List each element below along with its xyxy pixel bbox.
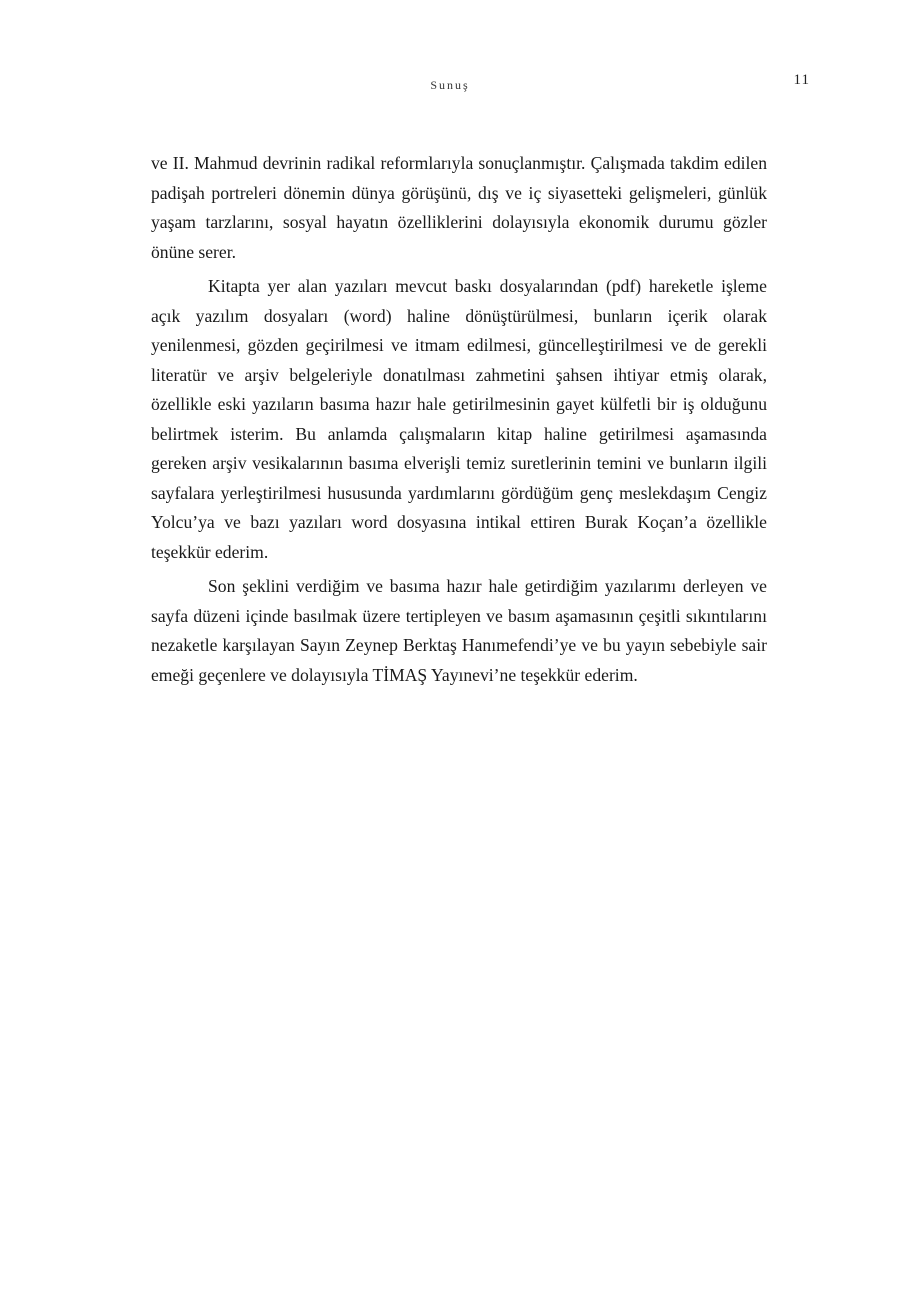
paragraph-acknowledgement-2: Son şeklini verdiğim ve basıma hazır hale getirdiğim yazılarımı derleyen ve sayfa düzeni içinde basılmak üzere tertipleyen ve basım aşamasının çeşitli sıkıntılarını nezaketle karşılayan Sayın Zeynep Berktaş Hanımefendi’ye ve bu yayın sebebiyle sair emeği geçenlere ve dolayısıyla TİMAŞ Yayınevi’ne teşekkür ederim.	[151, 576, 767, 685]
body-text	[151, 149, 767, 695]
running-head-title: Sunuş	[430, 78, 470, 92]
page-number: 11	[793, 72, 810, 88]
paragraph-acknowledgement-1: Kitapta yer alan yazıları mevcut baskı dosyalarından (pdf) hareketle işleme açık yazılım dosyaları (word) haline dönüştürülmesi, bunların içerik olarak yenilenmesi, gözden geçirilmesi ve itmam edilmesi, güncelleştirilmesi ve de gerekli literatür ve arşiv belgeleriyle donatılması zahmetini şahsen ihtiyar etmiş olarak, özellikle eski yazıların basıma hazır hale getirilmesinin gayet külfetli bir iş olduğunu belirtmek isterim. Bu anlamda çalışmaların kitap haline getirilmesi aşamasında gereken arşiv vesikalarının basıma elverişli temiz suretlerinin temini ve bunların ilgili sayfalara yerleştirilmesi hususunda yardımlarını gördüğüm genç meslekdaşım Cengiz Yolcu’ya ve bazı yazıları word dosyasına intikal ettiren Burak Koçan’a özellikle teşekkür ederim.	[151, 276, 767, 562]
paragraph-continuation: ve II. Mahmud devrinin radikal reformlarıyla sonuçlanmıştır. Çalışmada takdim edilen padişah portreleri dönemin dünya görüşünü, dış ve iç siyasetteki gelişmeleri, günlük yaşam tarzlarını, sosyal hayatın özelliklerini dolayısıyla ekonomik durumu gözler önüne serer.	[151, 153, 767, 262]
